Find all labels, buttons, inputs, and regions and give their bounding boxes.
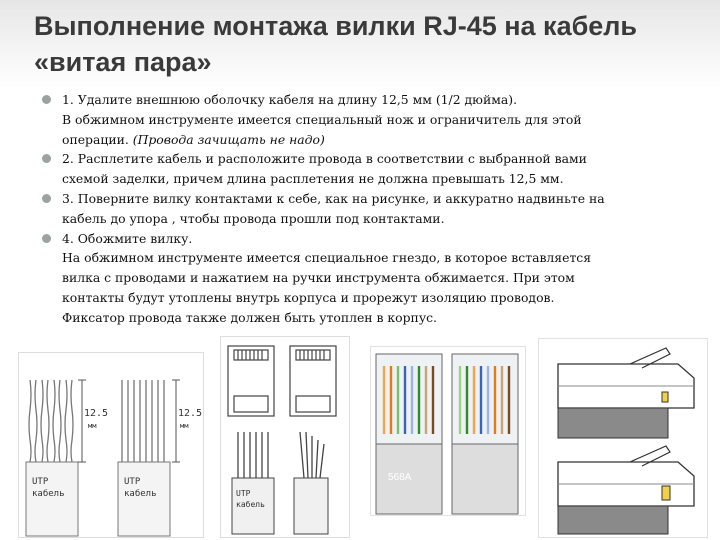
bullet-icon: [42, 194, 51, 203]
cable-right-unit: мм: [180, 422, 189, 430]
step-3-line-1: 3. Поверните вилку контактами к себе, как на рисунке, и аккуратно надвиньте на: [62, 190, 605, 206]
cable-right-dim: 12.5: [178, 408, 203, 419]
plug-cable-label-1: UTP: [236, 489, 251, 498]
step-1-line-1: 1. Удалите внешнюю оболочку кабеля на длину 12,5 мм (1/2 дюйма).: [62, 92, 518, 107]
step-4: [36, 229, 676, 328]
step-1: [36, 90, 676, 149]
step-1-line-3: [62, 130, 676, 150]
cable-left-label-2: кабель: [32, 489, 65, 499]
slide-title: [34, 8, 694, 80]
slide-title-line-2: «витая пара»: [34, 47, 212, 77]
step-4-line-2: На обжимном инструменте имеется специальное гнездо, в которое вставляется: [62, 250, 592, 266]
step-2: [36, 149, 676, 189]
step-1-line-3-text: операции.: [62, 131, 133, 147]
cable-left-dim: 12.5: [84, 408, 109, 419]
color-plug-caption: 568A: [388, 472, 412, 483]
slide-title-line-1: Выполнение монтажа вилки RJ-45 на кабель: [34, 11, 638, 41]
cable-right-label-2: кабель: [124, 489, 157, 499]
step-3-line-2: кабель до упора , чтобы провода прошли под контактами.: [62, 210, 445, 226]
bullet-icon: [42, 234, 51, 243]
plug-insertion-figure: [220, 336, 350, 538]
crimp-figure: [538, 338, 708, 538]
step-1-line-2: В обжимном инструменте имеется специальный нож и ограничитель для этой: [62, 111, 582, 127]
color-plug-figure: [370, 346, 526, 516]
cable-strip-figure: [18, 352, 204, 538]
plug-cable-label-2: кабель: [236, 500, 265, 509]
step-3: [36, 189, 676, 229]
step-4-line-1: 4. Обожмите вилку.: [62, 230, 193, 246]
cable-left-unit: мм: [88, 422, 97, 430]
bullet-icon: [42, 95, 51, 104]
step-1-note: (Провода зачищать не надо): [132, 131, 325, 147]
cable-left-label-1: UTP: [32, 477, 49, 487]
step-2-line-2: схемой заделки, причем длина расплетения не должна превышать 12,5 мм.: [62, 171, 564, 187]
bullet-icon: [42, 154, 51, 163]
step-4-line-4: контакты будут утоплены внутрь корпуса и прорежут изоляцию проводов.: [62, 289, 555, 305]
step-4-line-3: вилка с проводами и нажатием на ручки инструмента обжимается. При этом: [62, 270, 575, 286]
cable-right-label-1: UTP: [124, 477, 141, 487]
steps-list: [36, 90, 676, 328]
step-4-line-5: Фиксатор провода также должен быть утоплен в корпус.: [62, 309, 437, 325]
step-2-line-1: 2. Расплетите кабель и расположите провода в соответствии с выбранной вами: [62, 151, 587, 167]
